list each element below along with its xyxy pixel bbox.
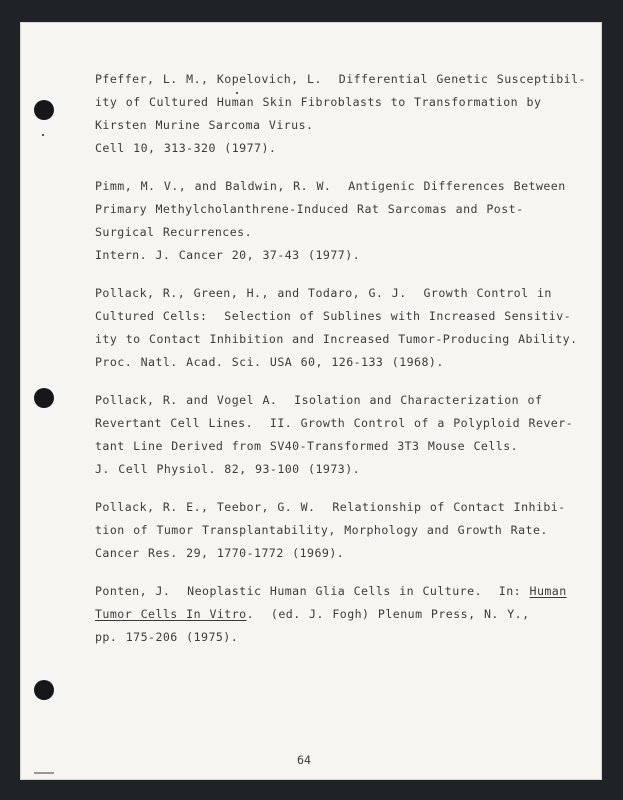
binder-hole: [34, 388, 54, 408]
reference-line: Pollack, R. E., Teebor, G. W. Relationship of Contact Inhibi-: [95, 500, 566, 514]
reference-line: Intern. J. Cancer 20, 37-43 (1977).: [95, 248, 361, 262]
reference-line: Kirsten Murine Sarcoma Virus.: [95, 118, 314, 132]
paper-speck: [42, 134, 44, 136]
reference-text: Ponten, J. Neoplastic Human Glia Cells in Culture. In:: [95, 584, 530, 598]
reference-line: Surgical Recurrences.: [95, 225, 253, 239]
reference-line: ity to Contact Inhibition and Increased Tumor-Producing Ability.: [95, 332, 578, 346]
reference-line: Pfeffer, L. M., Kopelovich, L. Differential Genetic Susceptibil-: [95, 72, 586, 86]
reference-line: Primary Methylcholanthrene-Induced Rat Sarcomas and Post-: [95, 202, 524, 216]
binder-hole: [34, 100, 54, 120]
reference-line: Cell 10, 313-320 (1977).: [95, 141, 277, 155]
reference-entry-pfeffer: [95, 68, 585, 160]
reference-line: J. Cell Physiol. 82, 93-100 (1973).: [95, 462, 361, 476]
reference-line: Proc. Natl. Acad. Sci. USA 60, 126-133 (1968).: [95, 355, 444, 369]
reference-line: pp. 175-206 (1975).: [95, 630, 239, 644]
reference-line: Cultured Cells: Selection of Sublines with Increased Sensitiv-: [95, 309, 572, 323]
page-number: 64: [297, 753, 311, 767]
reference-entry-pollack-teebor: [95, 496, 585, 565]
reference-line: Pollack, R. and Vogel A. Isolation and Characterization of: [95, 393, 543, 407]
binder-hole: [34, 680, 54, 700]
reference-line: tion of Tumor Transplantability, Morphology and Growth Rate.: [95, 523, 548, 537]
reference-list: [95, 68, 585, 649]
reference-line: Cancer Res. 29, 1770-1772 (1969).: [95, 546, 345, 560]
reference-entry-pollack-vogel: [95, 389, 585, 481]
reference-line: tant Line Derived from SV40-Transformed 3T3 Mouse Cells.: [95, 439, 519, 453]
reference-entry-pimm: [95, 175, 585, 267]
reference-entry-pollack-green: [95, 282, 585, 374]
reference-line: Pollack, R., Green, H., and Todaro, G. J. Growth Control in: [95, 286, 552, 300]
reference-line: Pimm, M. V., and Baldwin, R. W. Antigenic Differences Between: [95, 179, 566, 193]
book-title-underlined: Human: [529, 584, 567, 598]
reference-line: ity of Cultured Human Skin Fibroblasts to Transformation by: [95, 95, 542, 109]
scan-mark: [34, 772, 54, 774]
reference-line: [95, 603, 585, 626]
reference-line: [95, 580, 585, 603]
book-title-underlined: Tumor Cells In Vitro: [95, 607, 247, 621]
reference-line: Revertant Cell Lines. II. Growth Control of a Polyploid Rever-: [95, 416, 574, 430]
reference-entry-ponten: [95, 580, 585, 649]
reference-text: . (ed. J. Fogh) Plenum Press, N. Y.,: [246, 607, 530, 621]
